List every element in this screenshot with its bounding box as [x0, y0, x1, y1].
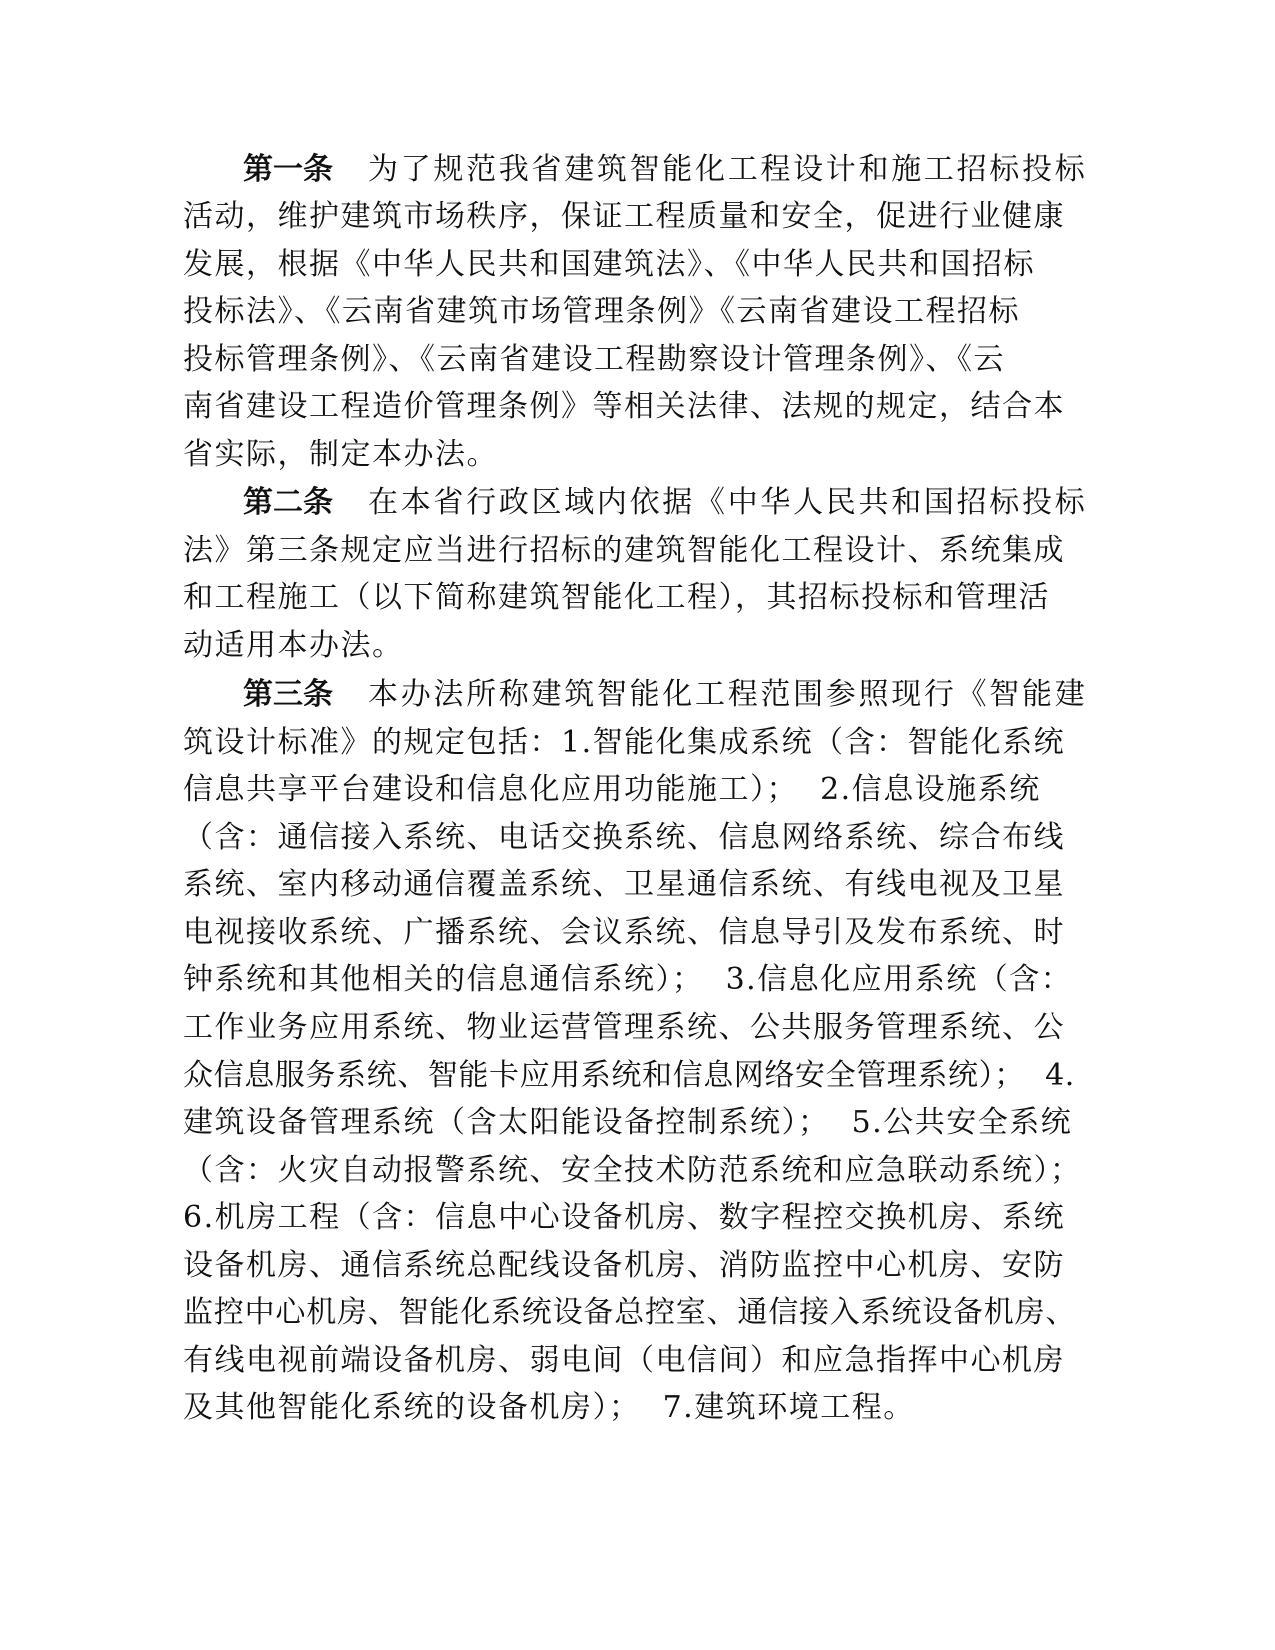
article-3-line-2: 筑设计标准》的规定包括：1.智能化集成系统（含：智能化系统	[183, 725, 1066, 760]
article-1-line-1: 为了规范我省建筑智能化工程设计和施工招标投标	[368, 152, 1088, 187]
article-3-line-14: 监控中心机房、智能化系统设备总控室、通信接入系统设备机房、	[183, 1295, 1077, 1330]
article-1-line-3: 发展，根据《中华人民共和国建筑法》、《中华人民共和国招标	[183, 247, 1035, 282]
article-3-line-8: 工作业务应用系统、物业运营管理系统、公共服务管理系统、公	[183, 1010, 1065, 1045]
article-1-heading: 第一条	[243, 152, 333, 187]
article-1-line-5: 投标管理条例》、《云南省建设工程勘察设计管理条例》、《云	[183, 342, 1005, 377]
article-3-line-5: 系统、室内移动通信覆盖系统、卫星通信系统、有线电视及卫星	[183, 867, 1065, 902]
article-3-heading: 第三条	[243, 677, 333, 712]
article-1-line-7: 省实际，制定本办法。	[183, 437, 498, 472]
article-3-line-1: 本办法所称建筑智能化工程范围参照现行《智能建	[368, 677, 1088, 712]
article-3-line-10: 建筑设备管理系统（含太阳能设备控制系统）； 5.公共安全系统	[183, 1105, 1073, 1140]
article-3-line-9: 众信息服务系统、智能卡应用系统和信息网络安全管理系统）； 4.	[183, 1058, 1075, 1093]
article-3-line-13: 设备机房、通信系统总配线设备机房、消防监控中心机房、安防	[183, 1248, 1065, 1283]
article-3-line-16: 及其他智能化系统的设备机房）； 7.建筑环境工程。	[183, 1390, 915, 1425]
article-2-line-3: 和工程施工（以下简称建筑智能化工程），其招标投标和管理活	[183, 580, 1050, 615]
article-2-line-1: 在本省行政区域内依据《中华人民共和国招标投标	[368, 485, 1088, 520]
article-2-line-4: 动适用本办法。	[183, 628, 404, 663]
article-1-line-2: 活动，维护建筑市场秩序，保证工程质量和安全，促进行业健康	[183, 199, 1065, 234]
article-1-line-4: 投标法》、《云南省建筑市场管理条例》《云南省建设工程招标	[183, 294, 1020, 329]
article-1-line-6: 南省建设工程造价管理条例》等相关法律、法规的规定，结合本	[183, 389, 1065, 424]
article-2-line-2: 法》第三条规定应当进行招标的建筑智能化工程设计、系统集成	[183, 533, 1065, 568]
article-2-heading: 第二条	[243, 485, 333, 520]
article-3-line-3: 信息共享平台建设和信息化应用功能施工）； 2.信息设施系统	[183, 772, 1041, 807]
article-3-line-12: 6.机房工程（含：信息中心设备机房、数字程控交换机房、系统	[183, 1200, 1066, 1235]
article-3-line-4: （含：通信接入系统、电话交换系统、信息网络系统、综合布线	[183, 820, 1065, 855]
article-3-line-6: 电视接收系统、广播系统、会议系统、信息导引及发布系统、时	[183, 915, 1065, 950]
article-3-line-11: （含：火灾自动报警系统、安全技术防范系统和应急联动系统）；	[183, 1153, 1082, 1188]
article-3-line-15: 有线电视前端设备机房、弱电间（电信间）和应急指挥中心机房	[183, 1343, 1065, 1378]
article-3-line-7: 钟系统和其他相关的信息通信系统）； 3.信息化应用系统（含：	[183, 962, 1073, 997]
